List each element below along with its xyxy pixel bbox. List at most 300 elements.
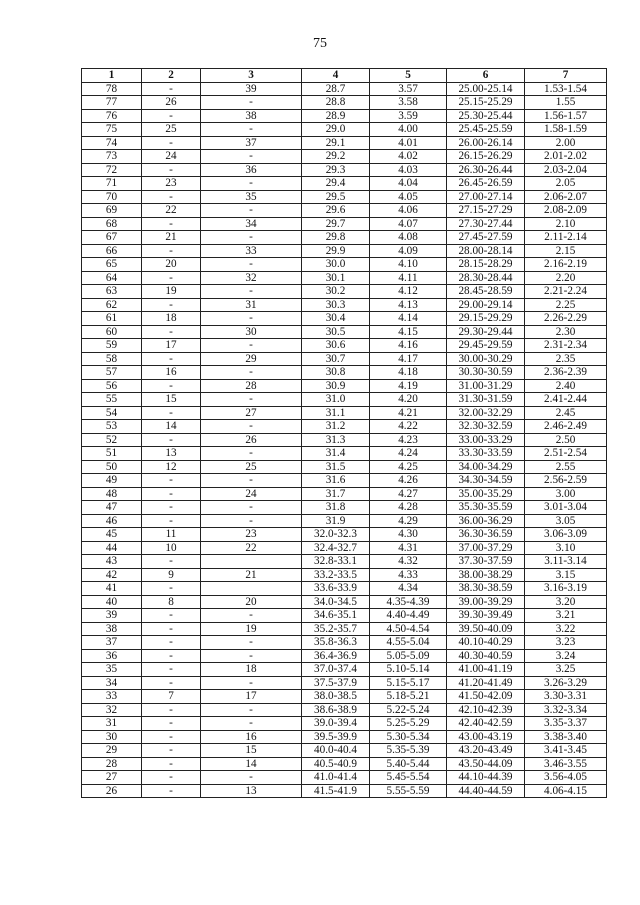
table-cell: 4.31 xyxy=(370,541,447,555)
table-cell: 48 xyxy=(82,487,142,501)
table-cell: 3.15 xyxy=(525,568,607,582)
table-cell: 38.0-38.5 xyxy=(302,690,370,704)
table-cell: 7 xyxy=(142,690,201,704)
table-row xyxy=(82,474,607,488)
table-row xyxy=(82,177,607,191)
table-cell: - xyxy=(201,514,302,528)
table-cell: - xyxy=(142,730,201,744)
table-cell: - xyxy=(201,771,302,785)
table-cell: 28.15-28.29 xyxy=(447,258,525,272)
table-cell: 4.27 xyxy=(370,487,447,501)
table-cell: 4.33 xyxy=(370,568,447,582)
table-cell: 34.0-34.5 xyxy=(302,595,370,609)
table-cell: 2.36-2.39 xyxy=(525,366,607,380)
table-cell: 35.2-35.7 xyxy=(302,622,370,636)
table-cell: 44 xyxy=(82,541,142,555)
table-cell: 37.0-37.4 xyxy=(302,663,370,677)
table-cell: 2.03-2.04 xyxy=(525,163,607,177)
table-cell: 35.00-35.29 xyxy=(447,487,525,501)
table-cell: - xyxy=(142,744,201,758)
table-cell: 29.7 xyxy=(302,217,370,231)
table-cell: 24 xyxy=(142,150,201,164)
table-cell: 2.08-2.09 xyxy=(525,204,607,218)
page-number: 75 xyxy=(313,36,327,51)
table-row xyxy=(82,555,607,569)
table-cell: 3.20 xyxy=(525,595,607,609)
table-cell: 4.55-5.04 xyxy=(370,636,447,650)
table-cell: 38.6-38.9 xyxy=(302,703,370,717)
table-cell: 22 xyxy=(142,204,201,218)
table-cell: 31.30-31.59 xyxy=(447,393,525,407)
table-row xyxy=(82,325,607,339)
table-cell: - xyxy=(142,433,201,447)
table-cell: 35 xyxy=(82,663,142,677)
table-row xyxy=(82,312,607,326)
table-cell: 60 xyxy=(82,325,142,339)
table-row xyxy=(82,757,607,771)
table-cell: 25.45-25.59 xyxy=(447,123,525,137)
table-row xyxy=(82,231,607,245)
table-cell: - xyxy=(142,136,201,150)
table-cell: 4.08 xyxy=(370,231,447,245)
table-cell: 30.0 xyxy=(302,258,370,272)
table-cell: - xyxy=(142,649,201,663)
table-cell: 4.00 xyxy=(370,123,447,137)
table-cell: 29.0 xyxy=(302,123,370,137)
table-cell: - xyxy=(142,609,201,623)
table-row xyxy=(82,217,607,231)
table-cell: 31.00-31.29 xyxy=(447,379,525,393)
table-cell: 27.15-27.29 xyxy=(447,204,525,218)
table-cell: - xyxy=(142,622,201,636)
table-cell: 19 xyxy=(201,622,302,636)
table-cell: 2.20 xyxy=(525,271,607,285)
table-cell: 5.40-5.44 xyxy=(370,757,447,771)
table-cell: 4.30 xyxy=(370,528,447,542)
table-row xyxy=(82,420,607,434)
table-cell: 43 xyxy=(82,555,142,569)
table-cell: 41.50-42.09 xyxy=(447,690,525,704)
table-cell: 30 xyxy=(201,325,302,339)
table-cell: 1.53-1.54 xyxy=(525,82,607,96)
table-cell: 5.35-5.39 xyxy=(370,744,447,758)
table-row xyxy=(82,690,607,704)
table-cell: 29.45-29.59 xyxy=(447,339,525,353)
table-cell: 2.01-2.02 xyxy=(525,150,607,164)
table-cell: - xyxy=(142,676,201,690)
table-cell: 66 xyxy=(82,244,142,258)
table-cell: 2.56-2.59 xyxy=(525,474,607,488)
table-cell: 3.26-3.29 xyxy=(525,676,607,690)
table-row xyxy=(82,649,607,663)
table-cell: 14 xyxy=(201,757,302,771)
table-cell: 30.6 xyxy=(302,339,370,353)
table-row xyxy=(82,190,607,204)
table-cell: 52 xyxy=(82,433,142,447)
table-cell: 27.00-27.14 xyxy=(447,190,525,204)
table-cell: 3.30-3.31 xyxy=(525,690,607,704)
table-cell: 39 xyxy=(201,82,302,96)
table-cell: 33.6-33.9 xyxy=(302,582,370,596)
table-cell: 43.20-43.49 xyxy=(447,744,525,758)
table-cell: 4.15 xyxy=(370,325,447,339)
table-cell: 4.35-4.39 xyxy=(370,595,447,609)
table-cell: 3.05 xyxy=(525,514,607,528)
table-cell: - xyxy=(201,609,302,623)
table-row xyxy=(82,379,607,393)
table-cell: 37.5-37.9 xyxy=(302,676,370,690)
table-cell: 3.25 xyxy=(525,663,607,677)
table-cell: - xyxy=(201,474,302,488)
table-cell: 10 xyxy=(142,541,201,555)
table-cell: 2.45 xyxy=(525,406,607,420)
table-cell: 76 xyxy=(82,109,142,123)
table-cell: 39 xyxy=(82,609,142,623)
table-cell: - xyxy=(142,82,201,96)
table-cell: 40.0-40.4 xyxy=(302,744,370,758)
table-cell: 54 xyxy=(82,406,142,420)
table-cell: 1.58-1.59 xyxy=(525,123,607,137)
table-cell: - xyxy=(142,582,201,596)
table-cell: 4.16 xyxy=(370,339,447,353)
table-cell: 36.00-36.29 xyxy=(447,514,525,528)
table-cell: 32.30-32.59 xyxy=(447,420,525,434)
table-cell: 3.22 xyxy=(525,622,607,636)
table-cell: 30.30-30.59 xyxy=(447,366,525,380)
table-cell: 4.07 xyxy=(370,217,447,231)
table-cell: 31.6 xyxy=(302,474,370,488)
table-cell: 42.40-42.59 xyxy=(447,717,525,731)
table-cell: 28.30-28.44 xyxy=(447,271,525,285)
table-cell: 56 xyxy=(82,379,142,393)
table-cell: 50 xyxy=(82,460,142,474)
table-cell: 40 xyxy=(82,595,142,609)
table-cell: - xyxy=(142,271,201,285)
table-cell: 31.7 xyxy=(302,487,370,501)
table-cell: 33.2-33.5 xyxy=(302,568,370,582)
table-cell: 14 xyxy=(142,420,201,434)
table-row xyxy=(82,433,607,447)
table-cell: 29.5 xyxy=(302,190,370,204)
table-cell: 26 xyxy=(201,433,302,447)
table-cell: 37.30-37.59 xyxy=(447,555,525,569)
table-cell: - xyxy=(142,784,201,798)
table-cell: 41.00-41.19 xyxy=(447,663,525,677)
table-cell: 3.35-3.37 xyxy=(525,717,607,731)
table-cell: - xyxy=(201,231,302,245)
table-cell: 39.00-39.29 xyxy=(447,595,525,609)
table-cell: 32 xyxy=(82,703,142,717)
table-cell: 26.15-26.29 xyxy=(447,150,525,164)
table-cell: 29.9 xyxy=(302,244,370,258)
table-cell: 4.23 xyxy=(370,433,447,447)
table-body xyxy=(82,82,607,798)
table-cell: - xyxy=(142,703,201,717)
table-cell: 36 xyxy=(82,649,142,663)
table-cell: - xyxy=(201,393,302,407)
table-cell: 4.10 xyxy=(370,258,447,272)
table-cell: 3.32-3.34 xyxy=(525,703,607,717)
table-cell: 59 xyxy=(82,339,142,353)
table-cell: 2.31-2.34 xyxy=(525,339,607,353)
table-cell: 4.24 xyxy=(370,447,447,461)
table-row xyxy=(82,784,607,798)
table-cell: 5.45-5.54 xyxy=(370,771,447,785)
table-cell: 4.02 xyxy=(370,150,447,164)
table-row xyxy=(82,460,607,474)
table-cell: - xyxy=(142,487,201,501)
table-cell: 3.56-4.05 xyxy=(525,771,607,785)
table-cell: - xyxy=(142,109,201,123)
table-cell: 9 xyxy=(142,568,201,582)
table-cell: 34.6-35.1 xyxy=(302,609,370,623)
table-cell: 3.38-3.40 xyxy=(525,730,607,744)
table-cell: 5.05-5.09 xyxy=(370,649,447,663)
table-cell: 32.00-32.29 xyxy=(447,406,525,420)
table-row xyxy=(82,366,607,380)
table-cell: 53 xyxy=(82,420,142,434)
table-cell: 4.28 xyxy=(370,501,447,515)
table-cell: 39.30-39.49 xyxy=(447,609,525,623)
table-cell: 31.4 xyxy=(302,447,370,461)
table-row xyxy=(82,271,607,285)
table-row xyxy=(82,406,607,420)
table-cell: 28 xyxy=(82,757,142,771)
table-cell: 37 xyxy=(201,136,302,150)
table-cell: 3.24 xyxy=(525,649,607,663)
table-cell: 16 xyxy=(142,366,201,380)
table-cell: 63 xyxy=(82,285,142,299)
table-cell: 77 xyxy=(82,96,142,110)
table-cell: 34 xyxy=(82,676,142,690)
table-cell: 35 xyxy=(201,190,302,204)
table-row xyxy=(82,703,607,717)
table-cell: 41.5-41.9 xyxy=(302,784,370,798)
table-row xyxy=(82,285,607,299)
table-row xyxy=(82,150,607,164)
table-cell: 26 xyxy=(142,96,201,110)
table-cell: 2.30 xyxy=(525,325,607,339)
table-row xyxy=(82,96,607,110)
table-cell: 2.51-2.54 xyxy=(525,447,607,461)
table-cell: 44.40-44.59 xyxy=(447,784,525,798)
table-cell: 15 xyxy=(142,393,201,407)
table-cell: 4.50-4.54 xyxy=(370,622,447,636)
table-row xyxy=(82,109,607,123)
table-cell: 2.25 xyxy=(525,298,607,312)
table-cell: - xyxy=(201,501,302,515)
table-cell: 35.30-35.59 xyxy=(447,501,525,515)
table-cell: - xyxy=(142,555,201,569)
table-cell: 2.00 xyxy=(525,136,607,150)
table-cell: 27 xyxy=(82,771,142,785)
table-cell: 78 xyxy=(82,82,142,96)
table-cell: 65 xyxy=(82,258,142,272)
table-cell: 38 xyxy=(82,622,142,636)
table-cell: - xyxy=(201,339,302,353)
table-row xyxy=(82,244,607,258)
table-cell: 38 xyxy=(201,109,302,123)
table-cell: 5.30-5.34 xyxy=(370,730,447,744)
table-cell: 4.03 xyxy=(370,163,447,177)
table-cell: 11 xyxy=(142,528,201,542)
table-cell: 26.45-26.59 xyxy=(447,177,525,191)
table-cell: 30.8 xyxy=(302,366,370,380)
table-cell: 17 xyxy=(142,339,201,353)
table-cell: 29.6 xyxy=(302,204,370,218)
table-cell: 28 xyxy=(201,379,302,393)
table-cell: 4.12 xyxy=(370,285,447,299)
table-cell: 31.9 xyxy=(302,514,370,528)
table-cell: 42.10-42.39 xyxy=(447,703,525,717)
table-cell: 1.56-1.57 xyxy=(525,109,607,123)
table-cell: 32.8-33.1 xyxy=(302,555,370,569)
column-header: 2 xyxy=(142,69,201,83)
data-table xyxy=(81,68,607,798)
table-cell: 29.00-29.14 xyxy=(447,298,525,312)
table-cell: 5.10-5.14 xyxy=(370,663,447,677)
table-cell: 26.00-26.14 xyxy=(447,136,525,150)
table-cell: 3.11-3.14 xyxy=(525,555,607,569)
table-cell: 41.20-41.49 xyxy=(447,676,525,690)
table-cell: 64 xyxy=(82,271,142,285)
table-cell: - xyxy=(142,244,201,258)
table-row xyxy=(82,447,607,461)
table-cell: 71 xyxy=(82,177,142,191)
table-cell: 4.20 xyxy=(370,393,447,407)
table-cell: 29 xyxy=(82,744,142,758)
table-cell: 26.30-26.44 xyxy=(447,163,525,177)
table-cell: 3.16-3.19 xyxy=(525,582,607,596)
table-cell: 57 xyxy=(82,366,142,380)
table-cell: 28.7 xyxy=(302,82,370,96)
table-row xyxy=(82,352,607,366)
table-cell: 2.26-2.29 xyxy=(525,312,607,326)
table-cell: - xyxy=(142,474,201,488)
table-cell: - xyxy=(201,150,302,164)
table-cell: 58 xyxy=(82,352,142,366)
table-cell: 26 xyxy=(82,784,142,798)
table-cell: 29.1 xyxy=(302,136,370,150)
table-cell: 28.8 xyxy=(302,96,370,110)
table-cell: 4.19 xyxy=(370,379,447,393)
column-header: 7 xyxy=(525,69,607,83)
table-cell: 47 xyxy=(82,501,142,515)
table-cell: - xyxy=(142,298,201,312)
table-cell: 3.58 xyxy=(370,96,447,110)
table-cell: - xyxy=(142,217,201,231)
table-cell: - xyxy=(201,676,302,690)
column-header: 1 xyxy=(82,69,142,83)
table-cell: 13 xyxy=(142,447,201,461)
table-cell: - xyxy=(201,123,302,137)
table-cell: 34 xyxy=(201,217,302,231)
table-cell: 5.18-5.21 xyxy=(370,690,447,704)
table-cell: 15 xyxy=(201,744,302,758)
table-cell: 35.8-36.3 xyxy=(302,636,370,650)
table-cell: 33.30-33.59 xyxy=(447,447,525,461)
table-cell: 2.35 xyxy=(525,352,607,366)
table-cell: 23 xyxy=(142,177,201,191)
table-cell: 31.1 xyxy=(302,406,370,420)
table-cell: - xyxy=(142,663,201,677)
table-cell: 5.25-5.29 xyxy=(370,717,447,731)
table-cell: 25 xyxy=(201,460,302,474)
table-cell: 27.45-27.59 xyxy=(447,231,525,245)
table-cell: 73 xyxy=(82,150,142,164)
table-cell: 30.3 xyxy=(302,298,370,312)
table-cell: 2.10 xyxy=(525,217,607,231)
table-row xyxy=(82,487,607,501)
table-row xyxy=(82,136,607,150)
table-cell: 29 xyxy=(201,352,302,366)
table-cell: 2.46-2.49 xyxy=(525,420,607,434)
table-cell: 32.4-32.7 xyxy=(302,541,370,555)
table-cell: 4.26 xyxy=(370,474,447,488)
table-cell: - xyxy=(201,703,302,717)
table-cell: 46 xyxy=(82,514,142,528)
table-cell: 40.5-40.9 xyxy=(302,757,370,771)
table-row xyxy=(82,595,607,609)
table-cell: 29.30-29.44 xyxy=(447,325,525,339)
table-cell: 28.45-28.59 xyxy=(447,285,525,299)
table-row xyxy=(82,204,607,218)
table-cell: - xyxy=(201,649,302,663)
table-cell: 43.00-43.19 xyxy=(447,730,525,744)
table-row xyxy=(82,609,607,623)
table-row xyxy=(82,676,607,690)
table-cell: 2.41-2.44 xyxy=(525,393,607,407)
table-cell: 27.30-27.44 xyxy=(447,217,525,231)
table-cell: 30.9 xyxy=(302,379,370,393)
table-cell: 2.16-2.19 xyxy=(525,258,607,272)
table-cell: 36 xyxy=(201,163,302,177)
table-cell: 18 xyxy=(201,663,302,677)
table-row xyxy=(82,339,607,353)
table-cell: 75 xyxy=(82,123,142,137)
table-cell: 41 xyxy=(82,582,142,596)
table-cell: - xyxy=(201,420,302,434)
table-cell: 1.55 xyxy=(525,96,607,110)
table-cell: - xyxy=(201,285,302,299)
table-cell: - xyxy=(142,379,201,393)
table-cell: 67 xyxy=(82,231,142,245)
column-header: 3 xyxy=(201,69,302,83)
column-header: 6 xyxy=(447,69,525,83)
table-cell: - xyxy=(142,771,201,785)
table-row xyxy=(82,717,607,731)
table-cell: - xyxy=(142,406,201,420)
table-cell: 3.23 xyxy=(525,636,607,650)
table-cell: 3.21 xyxy=(525,609,607,623)
column-header: 4 xyxy=(302,69,370,83)
table-cell: 33 xyxy=(201,244,302,258)
table-cell: 4.17 xyxy=(370,352,447,366)
table-cell: 30.1 xyxy=(302,271,370,285)
table-cell: 30.4 xyxy=(302,312,370,326)
table-cell: - xyxy=(142,501,201,515)
table-cell: 3.01-3.04 xyxy=(525,501,607,515)
table-cell: 32 xyxy=(201,271,302,285)
table-cell: 20 xyxy=(142,258,201,272)
table-cell: 33 xyxy=(82,690,142,704)
table-cell: - xyxy=(142,325,201,339)
table-cell: 3.06-3.09 xyxy=(525,528,607,542)
table-cell: 2.06-2.07 xyxy=(525,190,607,204)
table-cell: 30.5 xyxy=(302,325,370,339)
table-cell: 3.59 xyxy=(370,109,447,123)
table-cell: 4.14 xyxy=(370,312,447,326)
